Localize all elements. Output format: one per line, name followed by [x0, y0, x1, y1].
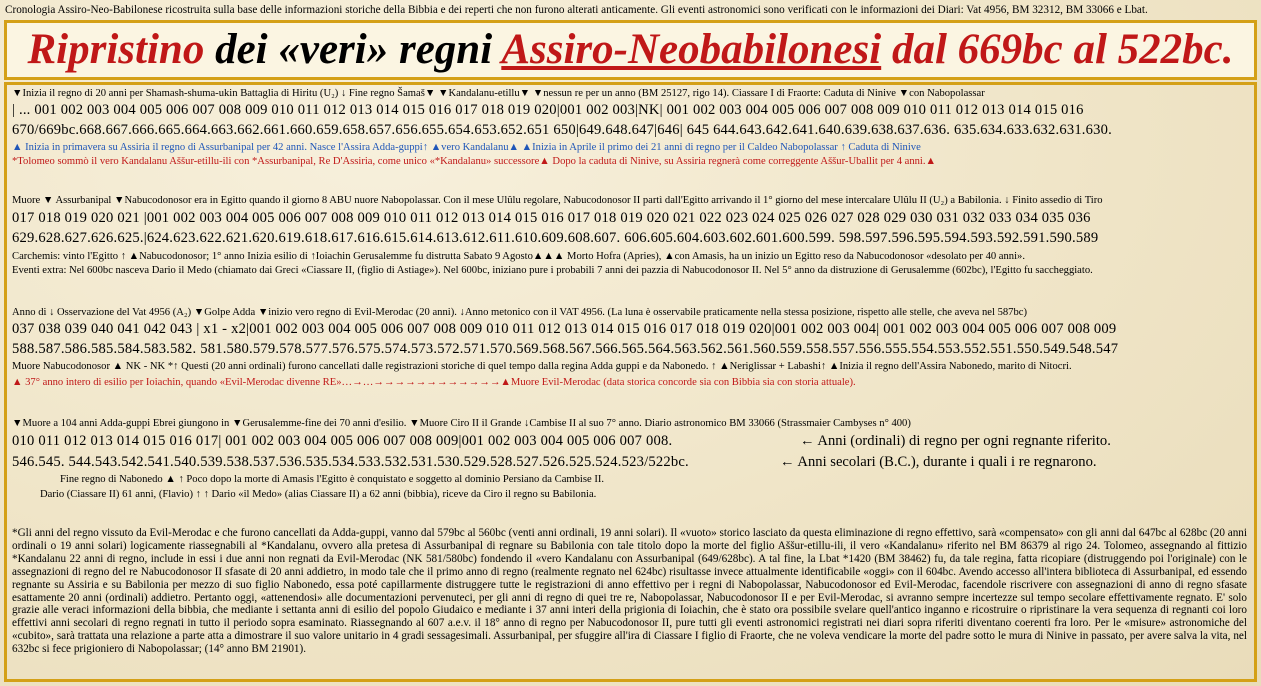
block1-notes-top: ▼Inizia il regno di 20 anni per Shamash-shuma-ukin Battaglia di Hiritu (U₂) ↓ Fine regno Šamaš▼ ▼Kandalanu-etillu▼ ▼nessun re per un anno (BM 25127, rigo 14). Ciassare I di Fraorte: Caduta di Ninive ▼con Nabopolassar [12, 88, 985, 99]
page-title [4, 20, 1257, 80]
block2-notes-bottom-1: Carchemis: vinto l'Egitto ↑ ▲Nabucodonosor; 1° anno Inizia esilio di ↑Ioiachin Gerusalemme fu distrutta Sabato 9 Agosto▲▲▲ Morto Hofra (Apries), ▲con Amasis, ha un inizio un Egitto reso da Nabucodonosor «desolato per 40 anni». [12, 251, 1025, 262]
block2-notes-top: Muore ▼ Assurbanipal ▼Nabucodonosor era in Egitto quando il giorno 8 ABU nuore Nabopolassar. Con il mese Ulûlu regolare, Nabucodonosor II partì dall'Egitto arrivando il 1° giorno del mese intercalare Ulûlu II (U₂) a Babilonia. ↓ Finito assedio di Tiro [12, 195, 1103, 206]
title-part-ripristino: Ripristino [27, 26, 205, 73]
block4-notes-bottom-2: Dario (Ciassare II) 61 anni, (Flavio) ↑ ↑ Dario «il Medo» (alias Ciassare II) a 62 anni (bibbia), riceve da Ciro il regno su Babilonia. [40, 489, 597, 500]
block2-years-row: 017 018 019 020 021 |001 002 003 004 005 006 007 008 009 010 011 012 013 014 015 016 017 018 019 020 021 022 023 024 025 026 027 028 029 030 031 032 033 034 035 036 [12, 210, 1091, 226]
block1-bc-row: 670/669bc.668.667.666.665.664.663.662.661.660.659.658.657.656.655.654.653.652.651 650|649.648.647|646| 645 644.643.642.641.640.639.638.637.636. 635.634.633.632.631.630. [12, 122, 1112, 138]
block1-notes-bottom-2: *Tolomeo sommò il vero Kandalanu Aššur-etillu-ili con *Assurbanipal, Re D'Assiria, come unico «*Kandalanu» successore▲ Dopo la caduta di Ninive, su Assiria regnerà come correggente Aššur-Uballit per 4 anni.▲ [12, 156, 937, 167]
title-part-assiro: Assiro-Neobabilonesi [501, 26, 882, 73]
block4-notes-bottom-1: Fine regno di Nabonedo ▲ ↑ Poco dopo la morte di Amasis l'Egitto è conquistato e soggetto al dominio Persiano da Cambise II. [60, 474, 605, 485]
block4-bc-row: 546.545. 544.543.542.541.540.539.538.537.536.535.534.533.532.531.530.529.528.527.526.525.524.523/522bc. [12, 454, 689, 470]
block3-notes-top: Anno di ↓ Osservazione del Vat 4956 (A₂) ▼Golpe Adda ▼inizio vero regno di Evil-Merodac (20 anni). ↓Anno metonico con il VAT 4956. (La luna è osservabile praticamente nella stessa posizione, rispetto alle stelle, che aveva nel 587bc) [12, 307, 1028, 318]
title-part-range: dal 669bc al 522bc. [881, 26, 1234, 73]
block2-notes-bottom-2: Eventi extra: Nel 600bc nasceva Dario il Medo (chiamato dai Greci «Ciassare II, (figlio di Astiage»). Nel 600bc, iniziano pure i probabili 7 anni dei pazzia di Nabucodonosor II. Nel 5° anno da distruzione di Gerusalemme (602bc), l'Egitto fu saccheggiato. [12, 265, 1093, 276]
title-part-veri: dei «veri» regni [204, 26, 502, 73]
block2-bc-row: 629.628.627.626.625.|624.623.622.621.620.619.618.617.616.615.614.613.612.611.610.609.608.607. 606.605.604.603.602.601.600.599. 598.597.596.595.594.593.592.591.590.589 [12, 230, 1099, 246]
block1-years-row: | ... 001 002 003 004 005 006 007 008 009 010 011 012 013 014 015 016 017 018 019 020|001 002 003|NK| 001 002 003 004 005 006 007 008 009 010 011 012 013 014 015 016 [12, 102, 1084, 118]
header-subtitle: Cronologia Assiro-Neo-Babilonese ricostruita sulla base delle informazioni storiche della Bibbia e dei reperti che non furono alterati anticamente. Gli eventi astronomici sono verificati con le informazioni dei Diari: Vat 4956, BM 32312, BM 33066 e Lbat. [5, 4, 1148, 16]
footer-paragraph: *Gli anni del regno vissuto da Evil-Merodac e che furono cancellati da Adda-guppi, vanno dal 579bc al 560bc (venti anni ordinali, 19 anni solari). Il «vuoto» storico lasciato da questa eliminazione di regno effettivo, sarà «compensato» con gli anni dal 647bc al 628bc (20 anni ordinali o 19 anni solari) logicamente riassegnabili al *Kandalanu, ovvero alla pretesa di Assurbanipal di regnare su Babilonia con tale titolo dopo la morte del figlio Aššur-etillu-ili, il vero «Kandalanu» riferito nel BM 86379 al rigo 24. Tolomeo, assegnando al fittizio *Kandalanu 22 anni di regno, include in essi i due anni non regnati da Evil-Merodac (NK 581/580bc) fondendo il «vero Kandalanu con Assurbanipal (649/628bc). A tal fine, la Lbat *1420 (BM 38462) fu, da tale regina, fatta ricopiare (distruggendo poi l'originale) con le assegnazioni di regno del re Nabucodonosor II sfasate di 20 anni addietro, in modo tale che il primo anno di regno (realmente regnato nel 624bc) risultasse invece attualmente identificabile «oggi» con il 604bc. Avendo accesso all'intera biblioteca di Assurbanipal, ed essendo regnante su Assiria e su Babilonia per mezzo di suo figlio Nabonedo, essa poté capillarmente distruggere tutte le registrazioni di anno effettivo per i regni di Nabopolassar, Nabucodonosor ed Evil-Merodac, facendole riscrivere con assegnazioni di anno di regno sfasate esattamente 20 anni (ordinali) addietro. Pertanto oggi, «attenendosi» alle documentazioni pervenuteci, per gli anni di regno di quei tre re, Nabopolassar, Nabucodonosor II e per Evil-Merodac, si avranno sempre incertezze sul tempo secolare effettivamente regnato. E' solo grazie alle veraci informazioni della bibbia, che mediante i settanta anni di esilio del popolo Giudaico e mediante i 37 anni interi della prigionia di Ioiachin, che è stato ora possibile svelare quell'antico inganno e ricostruire o ripristinare la vera sequenza di regnanti coi loro effettivi anni secolari di regno regnati in tutto il periodo sopra esaminato. Riassegnando al 607 a.e.v. il 18° anno di regno per Nabucodonosor II, pure tutti gli eventi astronomici registrati nei diari sopra riferiti diventano coerenti fra loro. Per le «misure» astronomiche del «cubito», sarà trattata una relazione a parte atta a dimostrare il suo valore unitario in 4 gradi sessagesimali. Assurbanipal, per sfuggire all'ira di Ciassare I figlio di Fraorte, che ne voleva vendicare la morte del padre sotto le mura di Ninive in passato, per avere salva la vita, nel 632bc si fece prigioniero di Nabopolassar; (14° anno BM 21901). [12, 527, 1247, 656]
block4-notes-top: ▼Muore a 104 anni Adda-guppi Ebrei giungono in ▼Gerusalemme-fine dei 70 anni d'esilio. ▼Muore Ciro II il Grande ↓Cambise II al suo 7° anno. Diario astronomico BM 33066 (Strassmaier Cambyses n° 400) [12, 418, 911, 429]
block3-notes-bottom-2: ▲ 37° anno intero di esilio per Ioiachin, quando «Evil-Merodac divenne RE»…→…→→→→→→→→→→→→▲Muore Evil-Merodac (data storica concorde sia con Bibbia sia con storia attuale). [12, 377, 856, 388]
block3-years-row: 037 038 039 040 041 042 043 | x1 - x2|001 002 003 004 005 006 007 008 009 010 011 012 013 014 015 016 017 018 019 020|001 002 003 004| 001 002 003 004 005 006 007 008 009 [12, 321, 1117, 337]
block3-bc-row: 588.587.586.585.584.583.582. 581.580.579.578.577.576.575.574.573.572.571.570.569.568.567.566.565.564.563.562.561.560.559.558.557.556.555.554.553.552.551.550.549.548.547 [12, 341, 1119, 357]
block3-notes-bottom-1: Muore Nabucodonosor ▲ NK - NK *↑ Questi (20 anni ordinali) furono cancellati dalle registrazioni storiche di quel tempo dalla regina Adda guppi e da Nabonedo. ↑ ▲Neriglissar + Labashi↑ ▲Inizia il regno dell'Assira Nabonedo, marito di Nitocri. [12, 361, 1072, 372]
block1-notes-bottom-1: ▲ Inizia in primavera su Assiria il regno di Assurbanipal per 42 anni. Nasce l'Assira Adda-guppi↑ ▲vero Kandalanu▲ ▲Inizia in Aprile il primo dei 21 anni di regno per il Caldeo Nabopolassar ↑ Caduta di Ninive [12, 142, 921, 153]
legend-bc: ← Anni secolari (B.C.), durante i quali i re regnarono. [780, 454, 1097, 470]
block4-years-row: 010 011 012 013 014 015 016 017| 001 002 003 004 005 006 007 008 009|001 002 003 004 005 006 007 008. [12, 433, 673, 449]
legend-years: ← Anni (ordinali) di regno per ogni regnante riferito. [800, 433, 1111, 449]
